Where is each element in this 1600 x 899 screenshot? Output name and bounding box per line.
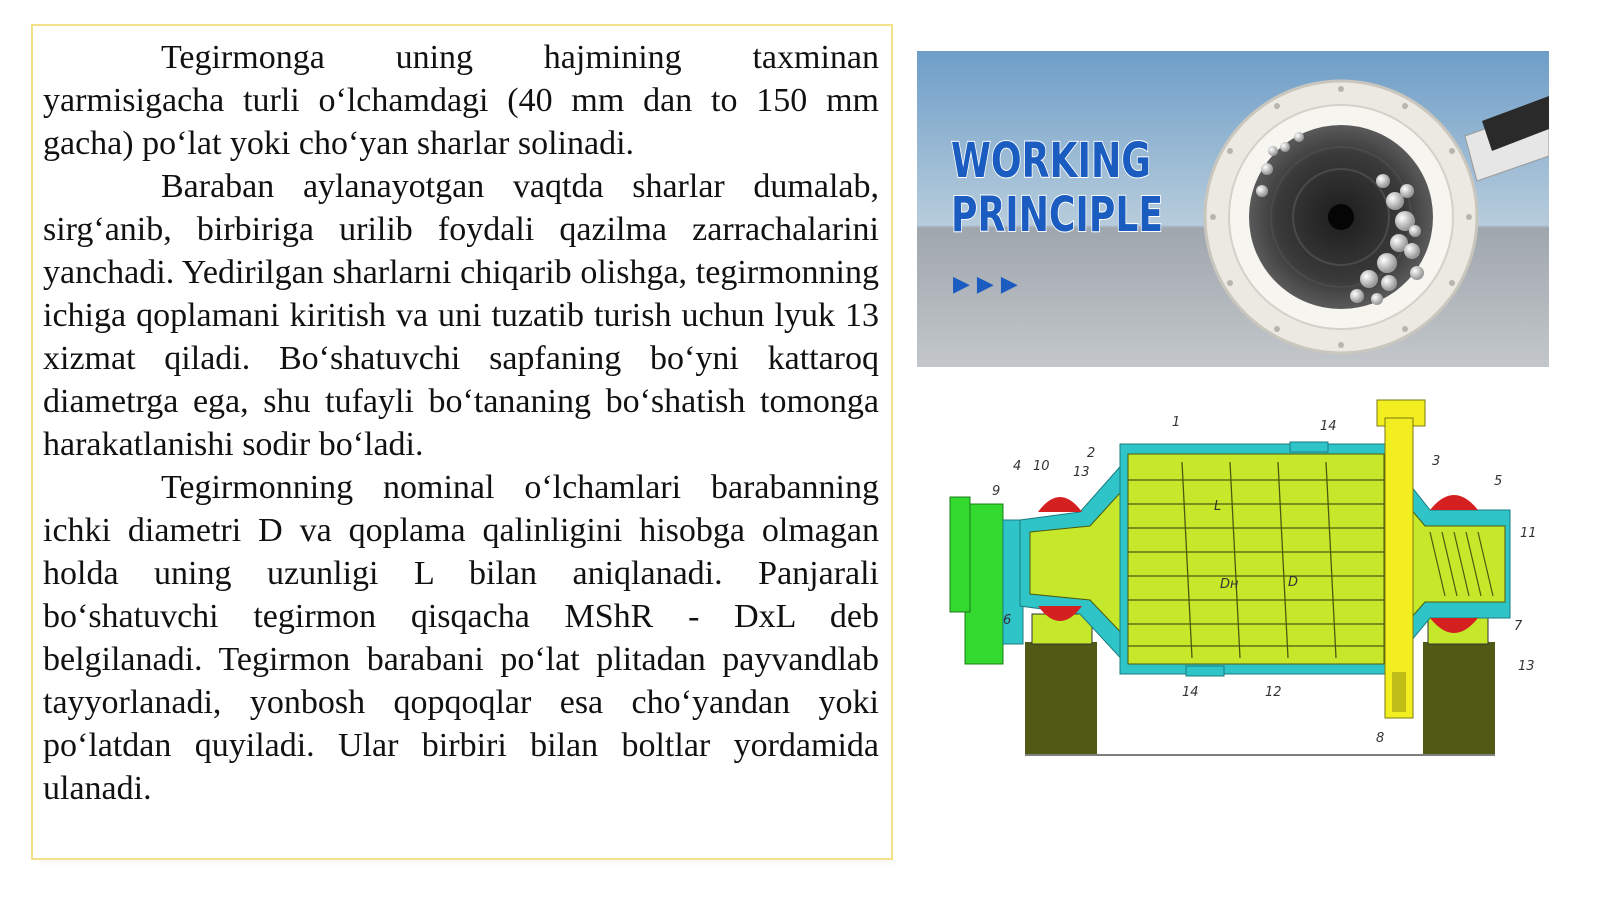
foundation-right	[1423, 642, 1495, 754]
principle-title: PRINCIPLE	[951, 187, 1163, 243]
panel-shadow	[40, 860, 896, 866]
label-14a: 14	[1320, 419, 1337, 434]
drive-flange	[950, 497, 1023, 664]
bearing-left-top	[1038, 497, 1082, 512]
label-11: 11	[1520, 526, 1537, 541]
label-5: 5	[1494, 474, 1503, 489]
foundation-left	[1025, 642, 1097, 754]
label-7: 7	[1514, 619, 1523, 634]
label-3: 3	[1432, 454, 1441, 469]
paragraph-2: Baraban aylanayotgan vaqtda sharlar dumalab, sirg‘anib, birbiriga urilib foydali qazilma zarrachalarini yanchadi. Yedirilgan sharlarni chiqarib olishga, tegirmonning ichiga qoplamani kiritish va uni tuzatib turish uchun lyuk 13 xizmat qiladi. Bo‘shatuvchi sapfaning bo‘yni kattaroq diametrga ega, shu tufayli bo‘tananing bo‘shatish tomonga harakatlanishi sodir bo‘ladi.	[43, 168, 879, 463]
label-14b: 14	[1182, 685, 1199, 700]
label-4: 4	[1013, 459, 1022, 474]
label-1: 1	[1172, 415, 1181, 430]
label-Dn: Dн	[1220, 577, 1239, 592]
paragraph-1: Tegirmonga uning hajmining taxminan yarmisigacha turli o‘lchamdagi (40 mm dan to 150 mm gacha) po‘lat yoki cho‘yan sharlar solinadi.	[43, 39, 879, 162]
drum-liner	[1128, 454, 1384, 664]
label-L: L	[1214, 499, 1222, 514]
label-13a: 13	[1073, 465, 1090, 480]
bearing-right-top	[1430, 495, 1478, 510]
text-panel	[31, 24, 893, 860]
label-10: 10	[1033, 459, 1050, 474]
working-title: WORKING	[951, 133, 1151, 189]
paragraph-3: Tegirmonning nominal o‘lchamlari barabanning ichki diametri D va qoplama qalinligini hisobga olmagan holda uning uzunligi L bilan aniqlanadi. Panjarali bo‘shatuvchi tegirmon qisqacha MShR - DxL deb belgilanadi. Tegirmon barabani po‘lat plitadan payvandlab tayyorlanadi, yonbosh qopqoqlar esa cho‘yandan yoki po‘latdan quyiladi. Ular birbiri bilan boltlar yordamida ulanadi.	[43, 469, 879, 807]
working-principle-image	[917, 51, 1549, 367]
label-6: 6	[1003, 613, 1012, 628]
label-9: 9	[992, 484, 1001, 499]
label-13b: 13	[1518, 659, 1535, 674]
mill-section-diagram	[930, 392, 1540, 767]
label-8: 8	[1376, 731, 1385, 746]
label-D: D	[1288, 575, 1299, 590]
label-12: 12	[1265, 685, 1282, 700]
label-2: 2	[1087, 446, 1096, 461]
arrows-icon: ▶ ▶ ▶	[953, 272, 1018, 297]
